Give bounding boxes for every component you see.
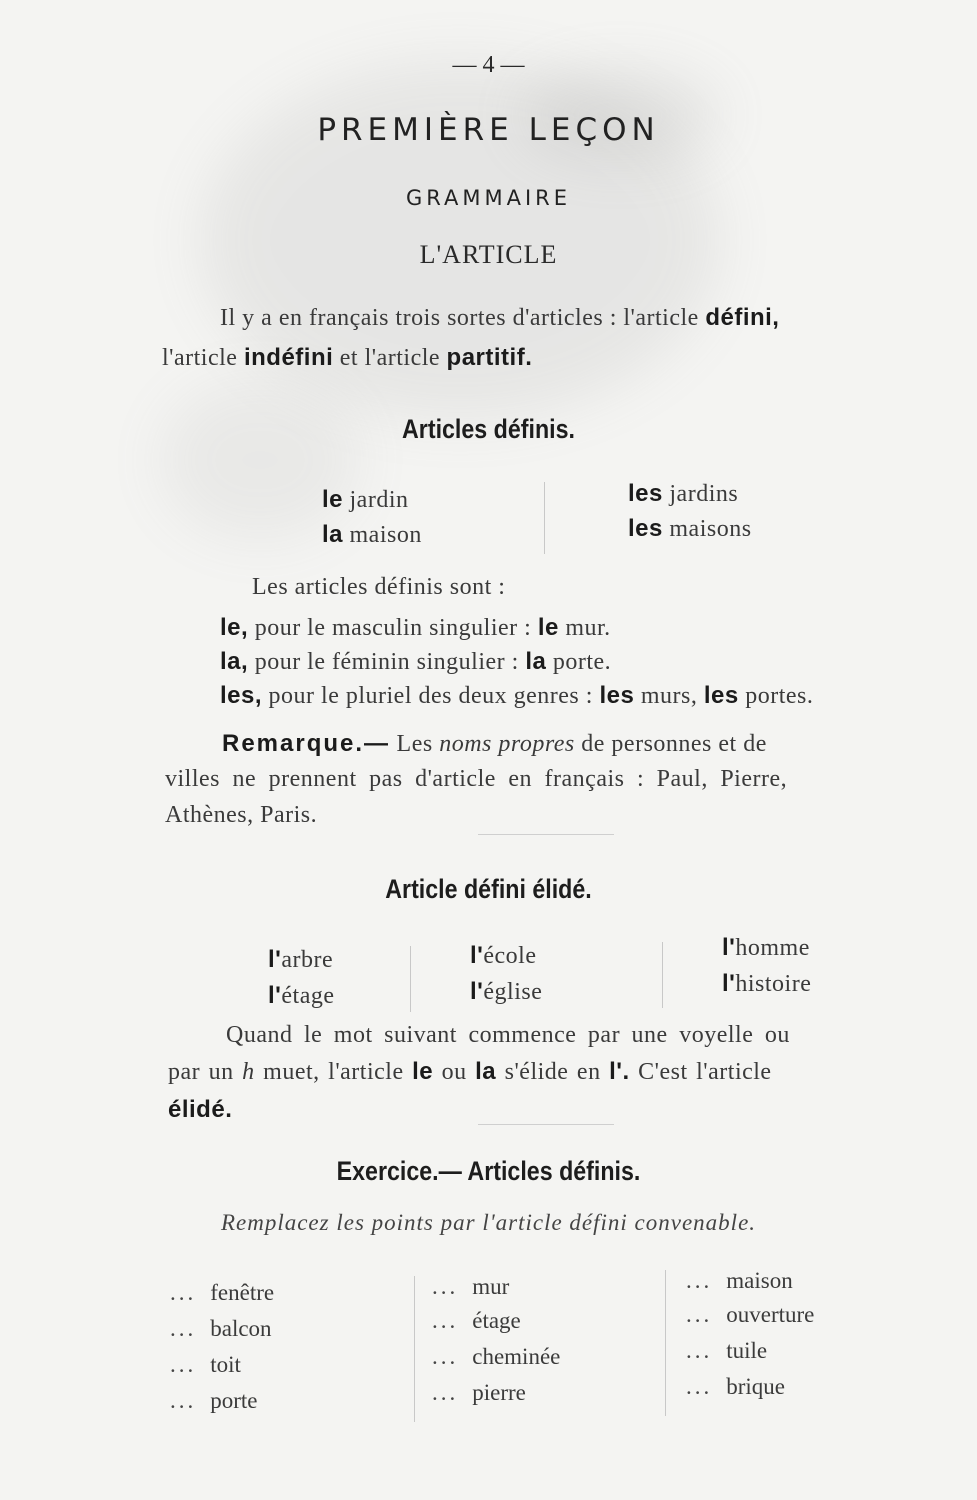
exercise-item: ... maison [686, 1268, 793, 1293]
article-elide-title: Article défini élidé. [385, 874, 592, 904]
bleed-through-stain [160, 380, 360, 540]
lesson-title: PREMIÈRE LEÇON [317, 112, 660, 148]
column-divider [410, 946, 411, 1012]
singular-example: la maison [322, 521, 422, 548]
exercise-item: ... porte [170, 1388, 258, 1413]
remarque-line-2: villes ne prennent pas d'article en français : Paul, Pierre, [165, 766, 788, 792]
articles-definis-title: Articles définis. [402, 414, 575, 444]
exercise-item: ... balcon [170, 1316, 272, 1341]
separator-rule [478, 834, 614, 835]
elide-example: l'école [470, 942, 537, 969]
exercice-instruction: Remplacez les points par l'article défini convenable. [220, 1210, 757, 1235]
elide-example: l'homme [722, 934, 810, 961]
column-divider [544, 482, 545, 554]
intro-line-2: l'article indéfini et l'article partitif. [162, 344, 533, 371]
exercise-item: ... cheminée [432, 1344, 561, 1369]
column-divider [662, 942, 663, 1008]
exercise-item: ... toit [170, 1352, 241, 1377]
exercice-title: Exercice.— Articles définis. [336, 1156, 641, 1186]
elide-example: l'étage [268, 982, 335, 1009]
exercise-item: ... ouverture [686, 1302, 815, 1327]
intro-line-1: Il y a en français trois sortes d'articles : l'article défini, [220, 304, 780, 331]
plural-example: les jardins [628, 480, 739, 507]
column-divider [414, 1276, 415, 1422]
page-number: — 4 — [452, 52, 525, 78]
elide-example: l'église [470, 978, 543, 1005]
exercise-item: ... fenêtre [170, 1280, 275, 1305]
rule-line: le, pour le masculin singulier : le mur. [220, 614, 611, 641]
rule-line: la, pour le féminin singulier : la porte. [220, 648, 612, 675]
exercise-item: ... étage [432, 1308, 521, 1333]
exercise-item: ... tuile [686, 1338, 768, 1363]
remarque-line-3: Athènes, Paris. [165, 802, 318, 828]
singular-example: le jardin [322, 486, 409, 513]
exercise-item: ... brique [686, 1374, 786, 1399]
elide-example: l'arbre [268, 946, 334, 973]
separator-rule [478, 1124, 614, 1125]
column-divider [665, 1270, 666, 1416]
rule-line: les, pour le pluriel des deux genres : les murs, les portes. [220, 682, 814, 709]
exercise-item: ... pierre [432, 1380, 526, 1405]
elide-paragraph-line-3: élidé. [168, 1096, 233, 1123]
plural-example: les maisons [628, 515, 752, 542]
articles-sont-label: Les articles définis sont : [252, 574, 506, 600]
elide-paragraph-line-1: Quand le mot suivant commence par une voyelle ou [226, 1022, 790, 1048]
topic-heading: L'ARTICLE [419, 240, 558, 269]
remarque-line-1: Remarque.— Les noms propres de personnes et de [222, 730, 767, 757]
section-heading: GRAMMAIRE [405, 186, 572, 210]
exercise-item: ... mur [432, 1274, 510, 1299]
elide-paragraph-line-2: par un h muet, l'article le ou la s'élide en l'. C'est l'article [168, 1058, 772, 1085]
elide-example: l'histoire [722, 970, 812, 997]
